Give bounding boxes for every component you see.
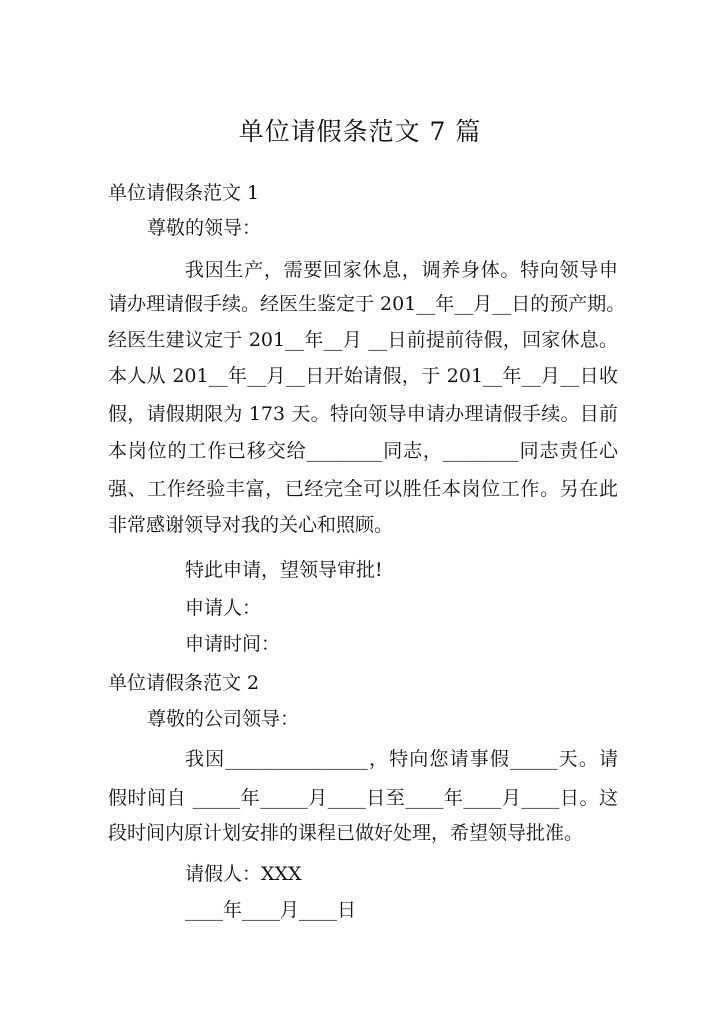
section-1-body-line: 强、工作经验丰富，已经完全可以胜任本岗位工作。另在此 [108, 478, 618, 500]
section-1-body-line: 假，请假期限为 173 天。特向领导申请办理请假手续。目前 [108, 403, 618, 425]
section-1-body-line: 经医生建议定于 201__年__月 __日前提前待假，回家休息。 [108, 329, 618, 351]
section-1-body-line: 本岗位的工作已移交给________同志，________同志责任心 [108, 440, 618, 462]
section-1-body-line: 我因生产，需要回家休息，调养身体。特向领导申 [185, 259, 618, 281]
section-2-date-line: ____年____月____日 [185, 899, 357, 921]
section-2-body-line: 假时间自 _____年_____月____日至____年____月____日。这 [108, 787, 618, 809]
section-2-body-line: 段时间内原计划安排的课程已做好处理，希望领导批准。 [108, 822, 584, 844]
section-2-salutation: 尊敬的公司领导： [147, 708, 300, 730]
document-title: 单位请假条范文 7 篇 [238, 117, 482, 146]
section-1-closing: 特此申请，望领导审批! [185, 559, 383, 581]
section-2-heading: 单位请假条范文 2 [108, 672, 260, 694]
section-1-heading: 单位请假条范文 1 [108, 182, 260, 204]
section-1-body-line: 非常感谢领导对我的关心和照顾。 [108, 514, 394, 536]
section-2-signer: 请假人：XXX [185, 863, 302, 885]
section-1-applicant-label: 申请人： [185, 597, 262, 619]
section-1-time-label: 申请时间： [185, 633, 281, 655]
section-2-body-line: 我因_______________，特向您请事假_____天。请 [185, 748, 618, 770]
section-1-body-line: 请办理请假手续。经医生鉴定于 201__年__月__日的预产期。 [108, 293, 626, 315]
section-1-salutation: 尊敬的领导： [147, 217, 262, 239]
section-1-body-line: 本人从 201__年__月__日开始请假，于 201__年__月__日收 [108, 365, 618, 387]
